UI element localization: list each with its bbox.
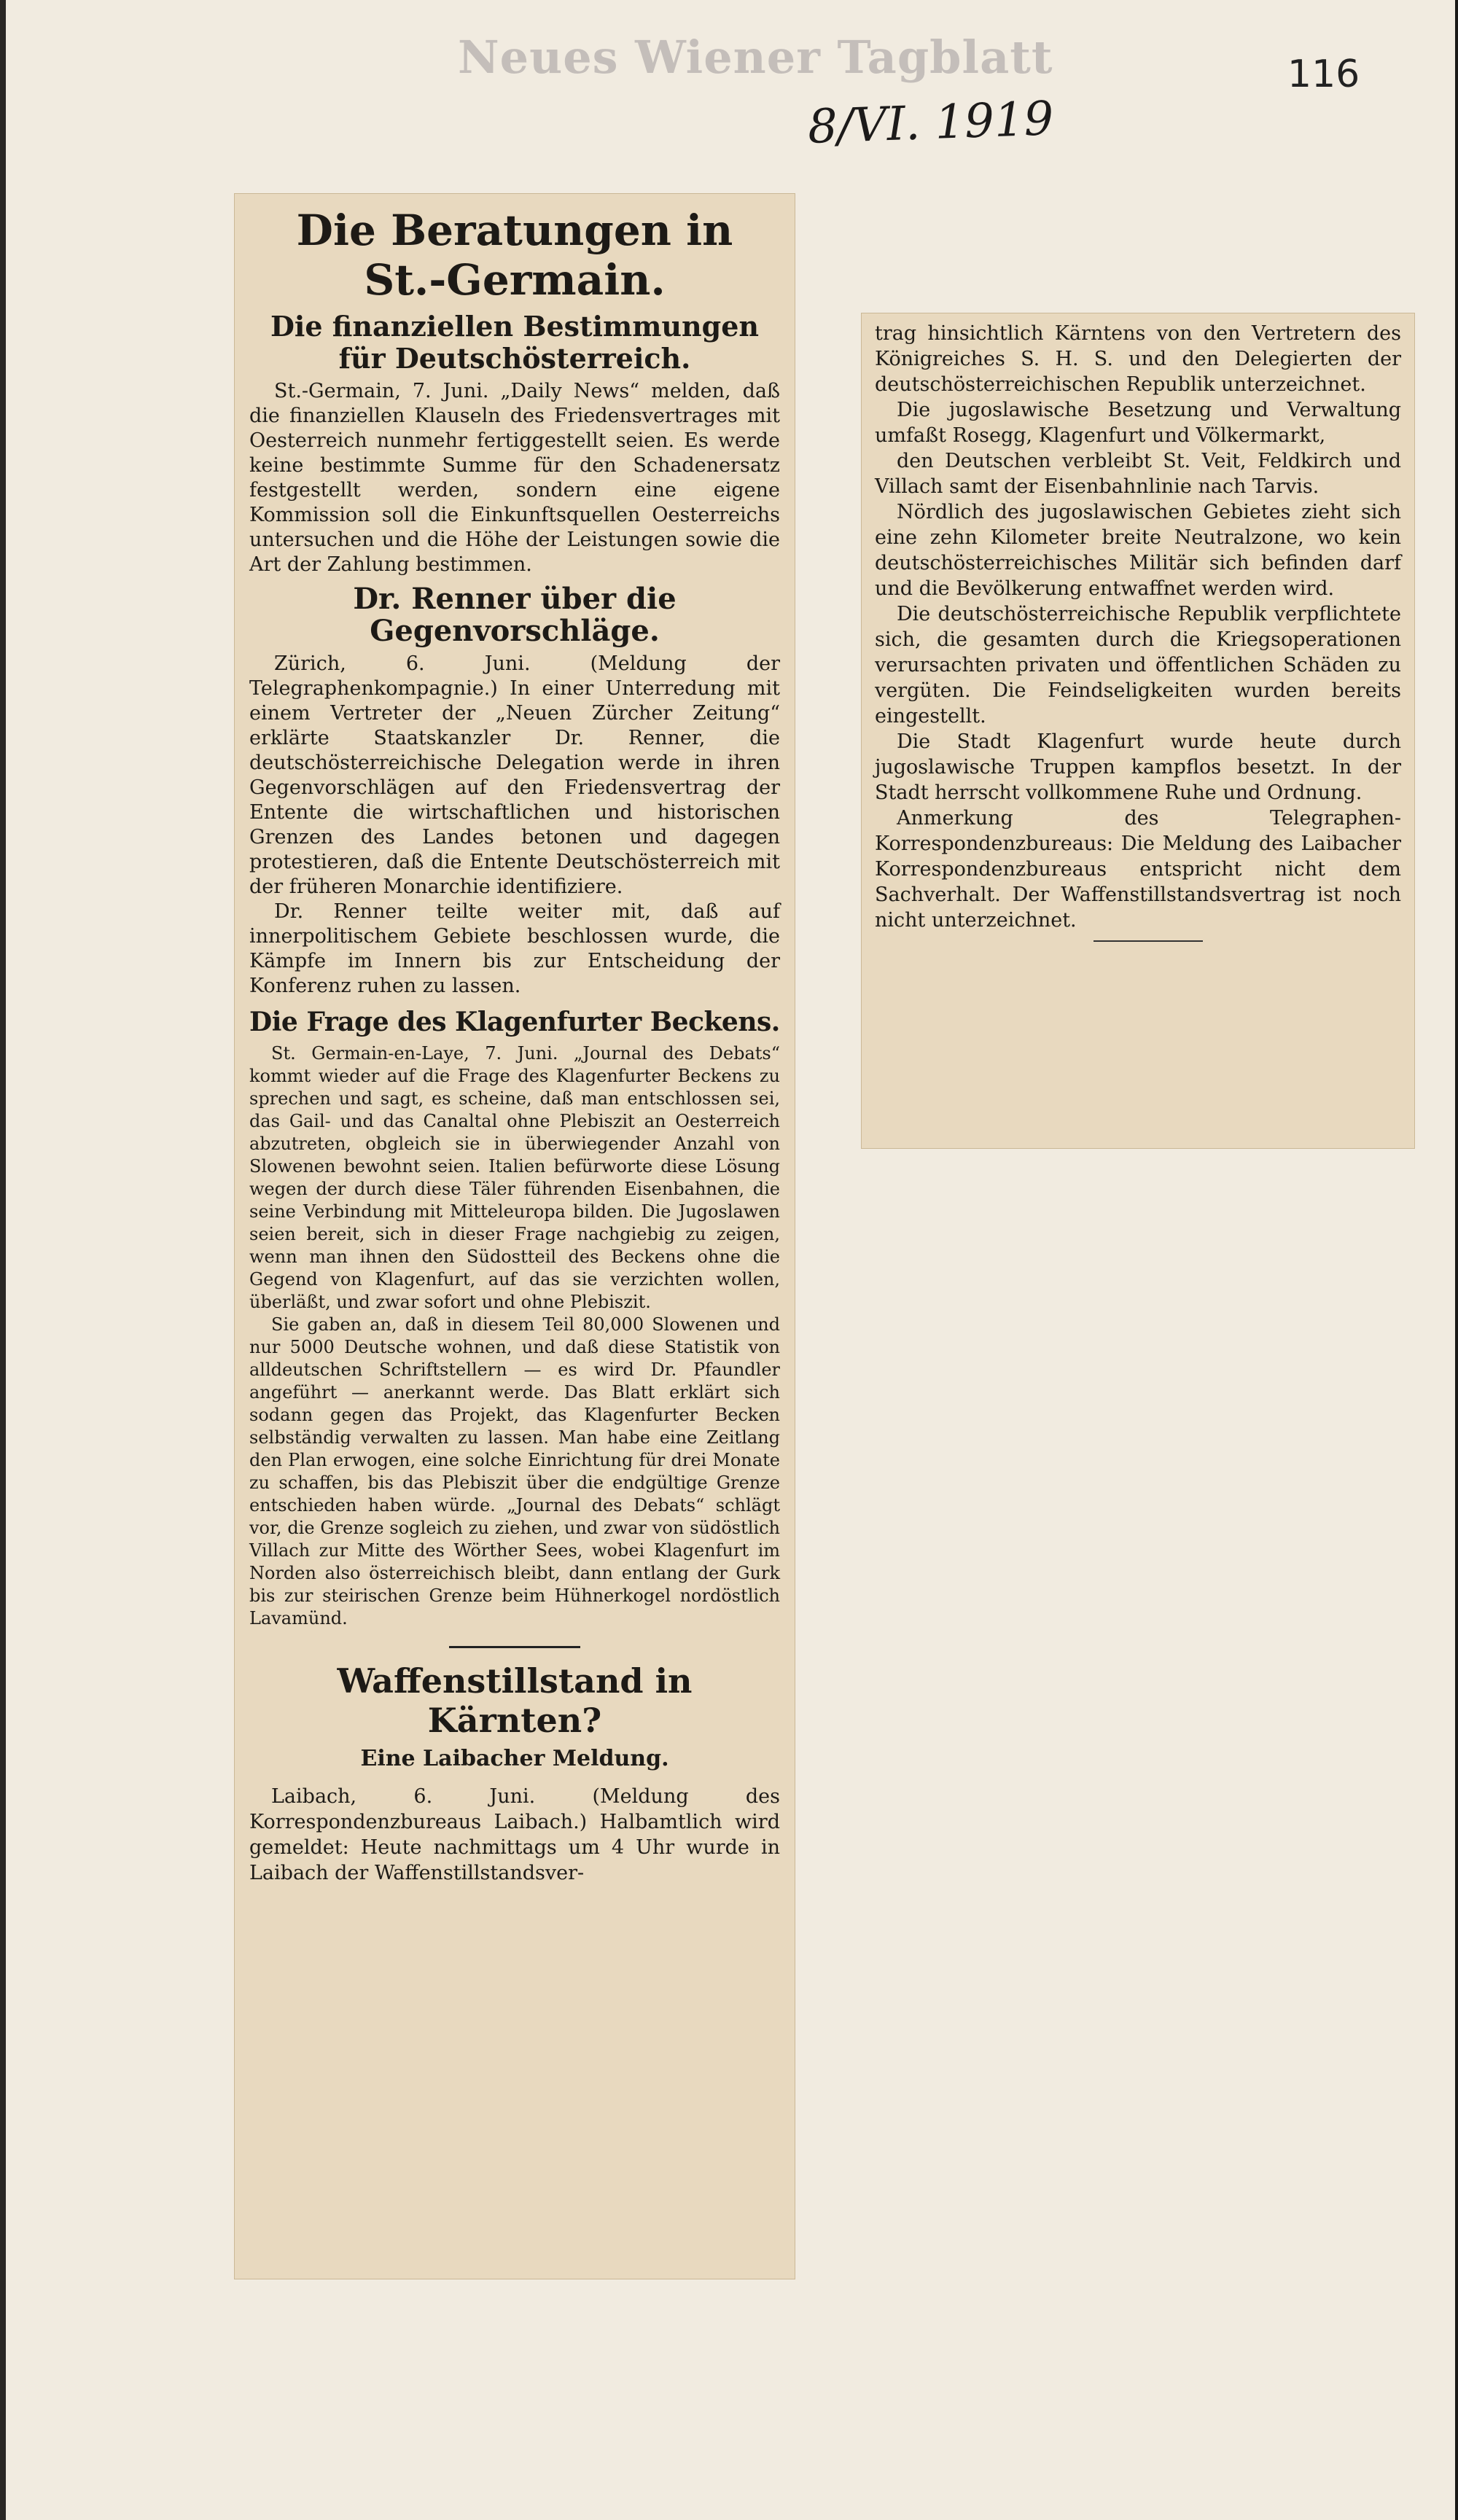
continuation-paragraph-3: den Deutschen verbleibt St. Veit, Feldkirch und Villach samt der Eisenbahnlinie nach Tarvis. — [875, 450, 1401, 498]
newspaper-clipping-continuation — [862, 313, 1414, 1148]
article-title: Die Beratungen in St.-Germain. — [296, 206, 733, 305]
left-binding-edge — [0, 0, 6, 2520]
paragraph-klagenfurt-1: St. Germain-en-Laye, 7. Juni. „Journal des Debats“ kommt wieder auf die Frage des Klagenfurter Beckens zu sprechen und sagt, es scheine, daß man entschlossen sei, das Gail- und das Canaltal ohne Plebiszit an Oesterreich abzutreten, obgleich sie in überwiegender Anzahl von Slowenen bewohnt seien. Italien befürworte diese Lösung wegen der durch diese Täler führenden Eisenbahnen, die seine Verbindung mit Mitteleuropa bilden. Die Jugoslawen seien bereit, sich in dieser Frage nachgiebig zu zeigen, wenn man ihnen den Südostteil des Beckens ohne die Gegend von Klagenfurt, auf das sie verzichten wollen, überläßt, und zwar sofort und ohne Plebiszit. — [249, 1043, 780, 1312]
paragraph-klagenfurt-2: Sie gaben an, daß in diesem Teil 80,000 Slowenen und nur 5000 Deutsche wohnen, und daß diese Statistik von alldeutschen Schriftstellern — es wird Dr. Pfaundler angeführt — anerkannt werde. Das Blatt erklärt sich sodann gegen das Projekt, das Klagenfurter Becken selbständig verwalten zu lassen. Man habe eine Zeitlang den Plan erwogen, eine solche Einrichtung für drei Monate zu schaffen, bis das Plebiszit über die endgültige Grenze entschieden haben würde. „Journal des Debats“ schlägt vor, die Grenze sogleich zu ziehen, und zwar von südöstlich Villach zur Mitte des Wörther Sees, wobei Klagenfurt im Norden also österreichisch bleibt, dann entlang der Gurk bis zur steirischen Grenze beim Hühnerkogel nordöstlich Lavamünd. — [249, 1314, 780, 1628]
paragraph-renner-1: Zürich, 6. Juni. (Meldung der Telegraphenkompagnie.) In einer Unterredung mit einem Vertreter der „Neuen Zürcher Zeitung“ erklärte Staatskanzler Dr. Renner, die deutschösterreichische Delegation werde in ihren Gegenvorschlägen auf den Friedensvertrag der Entente die wirtschaftlichen und historischen Grenzen des Landes betonen und dagegen protestieren, daß die Entente Deutschösterreich mit der früheren Monarchie identifiziere. — [249, 652, 780, 898]
end-rule — [1094, 940, 1203, 942]
newspaper-clipping-main — [235, 194, 795, 2279]
paragraph-finances: St.-Germain, 7. Juni. „Daily News“ melden, daß die finanziellen Klauseln des Friedensvertrages mit Oesterreich nunmehr fertiggestellt seien. Es werde keine bestimmte Summe für den Schadenersatz festgestellt werden, sondern eine eigene Kommission soll die Einkunftsquellen Oesterreichs untersuchen und die Höhe der Leistungen sowie die Art der Zahlung bestimmen. — [249, 380, 780, 576]
paragraph-laibach: Laibach, 6. Juni. (Meldung des Korrespondenzbureaus Laibach.) Halbamtlich wird gemeldet: Heute nachmittags um 4 Uhr wurde in Laibach der Waffenstillstandsver- — [249, 1785, 780, 1884]
continuation-paragraph-7: Anmerkung des Telegraphen-Korrespondenzbureaus: Die Meldung des Laibacher Korrespondenzbureaus entspricht nicht dem Sachverhalt. Der Waffenstillstandsvertrag ist noch nicht unterzeichnet. — [875, 807, 1401, 932]
paragraph-renner-2: Dr. Renner teilte weiter mit, daß auf innerpolitischem Gebiete beschlossen wurde, die Kämpfe im Innern bis zur Entscheidung der Konferenz ruhen zu lassen. — [249, 900, 780, 997]
section-heading-waffenstillstand: Waffenstillstand in Kärnten? — [337, 1661, 693, 1740]
page-number: 116 — [1287, 52, 1360, 96]
continuation-paragraph-4: Nördlich des jugoslawischen Gebietes zieht sich eine zehn Kilometer breite Neutralzone, wo kein deutschösterreichisches Militär sich befinden darf und die Bevölkerung entwaffnet werden wird. — [875, 501, 1401, 600]
section-heading-klagenfurt: Die Frage des Klagenfurter Beckens. — [249, 1007, 780, 1037]
continuation-paragraph-6: Die Stadt Klagenfurt wurde heute durch jugoslawische Truppen kampflos besetzt. In der Stadt herrscht vollkommene Ruhe und Ordnung. — [875, 730, 1401, 804]
continuation-paragraph-1: trag hinsichtlich Kärntens von den Vertretern des Königreiches S. H. S. und den Delegierten der deutschösterreichischen Republik unterzeichnet. — [875, 322, 1401, 396]
continuation-paragraph-2: Die jugoslawische Besetzung und Verwaltung umfaßt Rosegg, Klagenfurt und Völkermarkt, — [875, 399, 1401, 447]
handwritten-date: 8/VI. 1919 — [806, 92, 1055, 155]
section-heading-finances: Die finanziellen Bestimmungen für Deutschösterreich. — [270, 310, 760, 375]
section-subheading-laibach: Eine Laibacher Meldung. — [360, 1746, 669, 1771]
newspaper-stamp: Neues Wiener Tagblatt — [458, 31, 1053, 84]
section-heading-renner: Dr. Renner über die Gegenvorschläge. — [353, 582, 677, 648]
continuation-paragraph-5: Die deutschösterreichische Republik verpflichtete sich, die gesamten durch die Kriegsoperationen verursachten privaten und öffentlichen Schäden zu vergüten. Die Feindseligkeiten wurden bereits eingestellt. — [875, 603, 1401, 727]
divider-rule — [449, 1646, 580, 1648]
